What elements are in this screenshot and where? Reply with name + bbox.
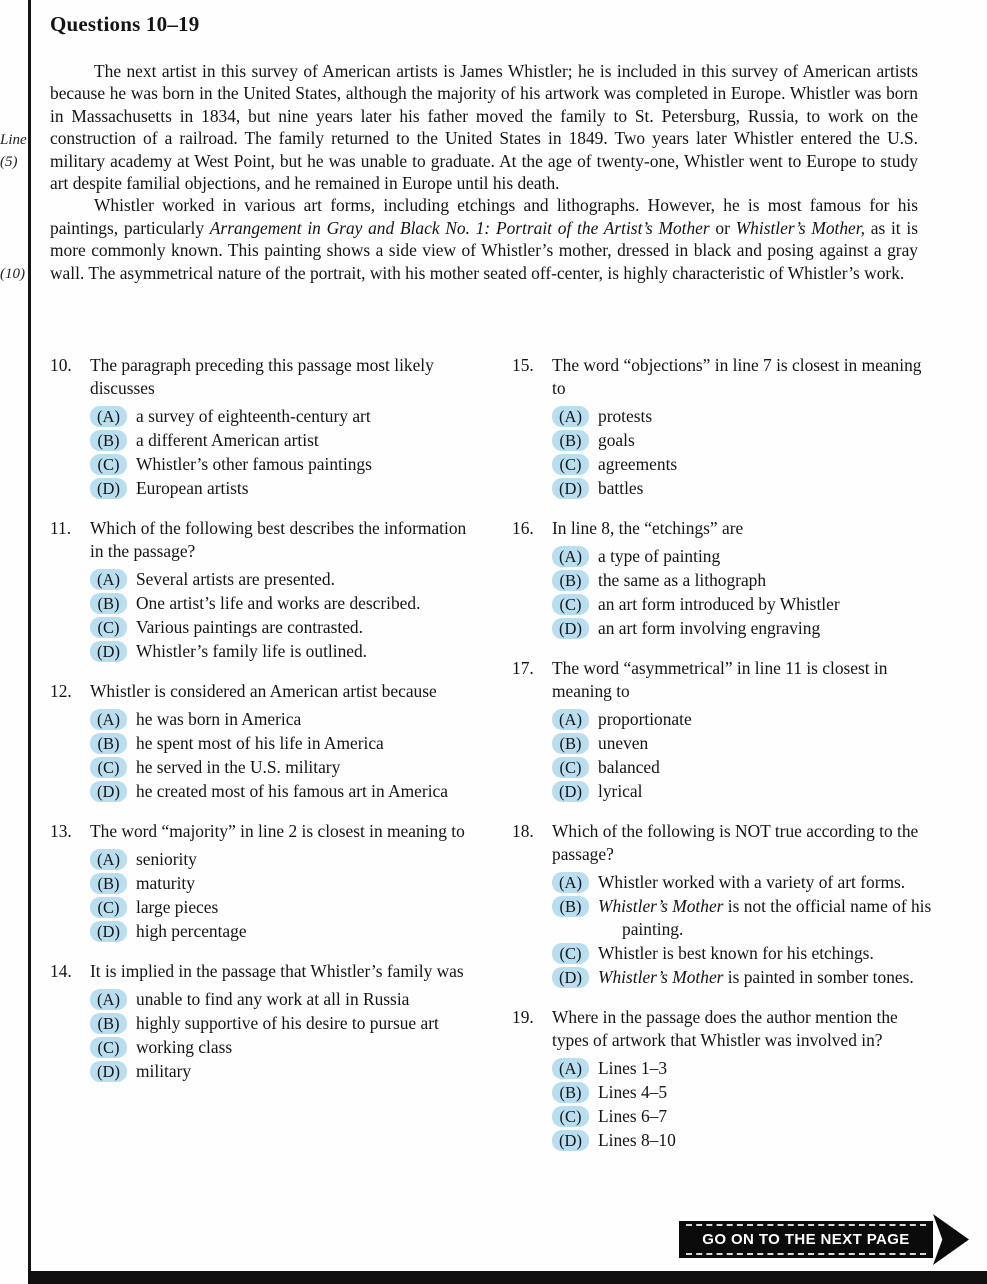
option-row[interactable] [552, 617, 932, 640]
question-options [512, 545, 932, 640]
question-options [512, 708, 932, 803]
option-letter[interactable]: (B) [90, 1013, 127, 1034]
margin-label-line: Line [0, 132, 27, 148]
option-text: a different American artist [136, 430, 319, 450]
question-number: 14. [50, 961, 72, 981]
next-page-banner[interactable] [679, 1221, 933, 1258]
option-text: Lines 4–5 [598, 1082, 668, 1102]
option-row[interactable] [90, 920, 470, 943]
option-text: highly supportive of his desire to pursue art [136, 1013, 439, 1033]
option-text: protests [598, 406, 653, 426]
question-options [50, 405, 470, 500]
option-row[interactable] [552, 756, 932, 779]
option-text: Various paintings are contrasted. [136, 617, 363, 637]
option-row[interactable] [90, 988, 470, 1011]
option-letter[interactable]: (C) [90, 757, 127, 778]
option-text: Lines 1–3 [598, 1058, 668, 1078]
option-letter[interactable]: (D) [90, 1061, 127, 1082]
option-text: the same as a lithograph [598, 570, 767, 590]
option-letter[interactable]: (B) [552, 570, 589, 591]
option-row[interactable] [552, 405, 932, 428]
question-text: Whistler is considered an American artist because [90, 681, 437, 701]
question-options [50, 848, 470, 943]
question [512, 354, 932, 500]
option-row[interactable] [90, 592, 470, 615]
question [50, 680, 470, 803]
question-text: It is implied in the passage that Whistler’s family was [90, 961, 464, 981]
option-row[interactable] [552, 593, 932, 616]
option-letter[interactable]: (B) [552, 1082, 589, 1103]
option-row[interactable] [90, 429, 470, 452]
option-letter[interactable]: (B) [552, 896, 589, 917]
question-text: Where in the passage does the author mention the types of artwork that Whistler was involved in? [552, 1007, 898, 1050]
option-row[interactable] [90, 1036, 470, 1059]
option-text: Whistler’s family life is outlined. [136, 641, 368, 661]
option-row[interactable] [552, 942, 932, 965]
margin-label-5: (5) [0, 154, 18, 170]
option-text: Whistler worked with a variety of art forms. [598, 872, 906, 892]
option-letter[interactable]: (A) [90, 849, 127, 870]
option-letter[interactable]: (D) [552, 478, 589, 499]
option-letter[interactable]: (C) [552, 594, 589, 615]
question [50, 960, 470, 1083]
option-letter[interactable]: (C) [552, 454, 589, 475]
option-letter[interactable]: (B) [552, 430, 589, 451]
option-row[interactable] [552, 429, 932, 452]
question-number: 18. [512, 821, 534, 841]
question [50, 354, 470, 500]
option-text: he was born in America [136, 709, 302, 729]
question-number: 10. [50, 355, 72, 375]
question-text: The paragraph preceding this passage most likely discusses [90, 355, 434, 398]
option-letter[interactable]: (A) [552, 546, 589, 567]
page-title: Questions 10–19 [50, 12, 200, 36]
option-row[interactable] [552, 966, 932, 989]
question-number: 12. [50, 681, 72, 701]
question-number: 19. [512, 1007, 534, 1027]
option-text: European artists [136, 478, 249, 498]
question [512, 517, 932, 640]
option-row[interactable] [90, 405, 470, 428]
option-text: he served in the U.S. military [136, 757, 341, 777]
page-edge-left [28, 0, 31, 1284]
question-options [512, 405, 932, 500]
question-text: Which of the following is NOT true according to the passage? [552, 821, 919, 864]
option-text: unable to find any work at all in Russia [136, 989, 410, 1009]
option-text: Whistler’s Mother is painted in somber tones. [598, 967, 914, 987]
option-letter[interactable]: (B) [90, 873, 127, 894]
option-text: he created most of his famous art in America [136, 781, 448, 801]
question-number: 15. [512, 355, 534, 375]
option-letter[interactable]: (A) [552, 406, 589, 427]
option-letter[interactable]: (C) [90, 1037, 127, 1058]
option-row[interactable] [90, 640, 470, 663]
option-row[interactable] [90, 1060, 470, 1083]
option-letter[interactable]: (C) [552, 943, 589, 964]
question-number: 13. [50, 821, 72, 841]
option-text: agreements [598, 454, 678, 474]
option-letter[interactable]: (A) [552, 1058, 589, 1079]
option-text: Whistler is best known for his etchings. [598, 943, 874, 963]
option-text: military [136, 1061, 192, 1081]
question-text: In line 8, the “etchings” are [552, 518, 744, 538]
option-row[interactable] [90, 756, 470, 779]
option-text: balanced [598, 757, 660, 777]
margin-label-10: (10) [0, 266, 25, 282]
passage-paragraph-1: The next artist in this survey of American artists is James Whistler; he is included in this survey of American artists because he was born in the United States, although the majority of his artwork was completed in Europe. Whistler was born in Massachusetts in 1834, but nine years later his father moved the family to St. Petersburg, Russia, to work on the construction of a railroad. The family returned to the United States in 1849. Two years later Whistler entered the U.S. military academy at West Point, but he was unable to graduate. At the age of twenty-one, Whistler went to Europe to study art despite familial objections, and he remained in Europe until his death. [50, 61, 918, 194]
question [512, 1006, 932, 1152]
option-letter[interactable]: (D) [552, 618, 589, 639]
option-row[interactable] [90, 477, 470, 500]
option-row[interactable] [90, 1012, 470, 1035]
option-row[interactable] [552, 732, 932, 755]
option-text: an art form involving engraving [598, 618, 821, 638]
option-letter[interactable]: (D) [552, 1130, 589, 1151]
option-text: Lines 8–10 [598, 1130, 676, 1150]
reading-passage [50, 60, 918, 284]
option-text: goals [598, 430, 635, 450]
option-letter[interactable]: (B) [552, 733, 589, 754]
question [50, 820, 470, 943]
option-row[interactable] [552, 569, 932, 592]
question-number: 11. [50, 518, 72, 538]
option-row[interactable] [90, 453, 470, 476]
option-letter[interactable]: (D) [552, 967, 589, 988]
questions-right-column [512, 354, 932, 1169]
question-options [50, 988, 470, 1083]
next-page-arrow-icon [933, 1214, 969, 1265]
option-letter[interactable]: (C) [90, 897, 127, 918]
option-row[interactable] [90, 568, 470, 591]
option-row[interactable] [552, 477, 932, 500]
option-text: battles [598, 478, 644, 498]
questions-section [50, 354, 932, 1169]
option-letter[interactable]: (A) [90, 709, 127, 730]
option-letter[interactable]: (A) [552, 709, 589, 730]
option-text: high percentage [136, 921, 247, 941]
option-letter[interactable]: (C) [90, 617, 127, 638]
option-text: Several artists are presented. [136, 569, 335, 589]
question-text: The word “majority” in line 2 is closest in meaning to [90, 821, 465, 841]
option-text: maturity [136, 873, 195, 893]
passage-paragraph-2: Whistler worked in various art forms, including etchings and lithographs. However, he is most famous for his paintings, particularly Arrangement in Gray and Black No. 1: Portrait of the Artist’s Mother or Whistler’s Mother, as it is more commonly known. This painting shows a side view of Whistler’s mother, dressed in black and posing against a gray wall. The asymmetrical nature of the portrait, with his mother seated off-center, is highly characteristic of Whistler’s work. [50, 195, 918, 283]
option-text: uneven [598, 733, 649, 753]
option-row[interactable] [552, 1057, 932, 1080]
option-row[interactable] [90, 708, 470, 731]
option-row[interactable] [552, 780, 932, 803]
questions-left-column [50, 354, 470, 1169]
option-text: a survey of eighteenth-century art [136, 406, 371, 426]
question-options [512, 1057, 932, 1152]
option-row[interactable] [552, 708, 932, 731]
option-row[interactable] [90, 780, 470, 803]
option-letter[interactable]: (D) [90, 641, 127, 662]
question [512, 657, 932, 803]
option-letter[interactable]: (B) [90, 593, 127, 614]
question-text: Which of the following best describes the information in the passage? [90, 518, 467, 561]
option-letter[interactable]: (A) [90, 569, 127, 590]
option-row[interactable] [552, 1105, 932, 1128]
option-text: he spent most of his life in America [136, 733, 384, 753]
option-letter[interactable]: (A) [90, 989, 127, 1010]
option-letter[interactable]: (B) [90, 430, 127, 451]
question-text: The word “asymmetrical” in line 11 is closest in meaning to [552, 658, 888, 701]
next-page-label: GO ON TO THE NEXT PAGE [686, 1224, 926, 1255]
option-row[interactable] [90, 872, 470, 895]
option-row[interactable] [552, 1081, 932, 1104]
option-text: seniority [136, 849, 197, 869]
option-text: an art form introduced by Whistler [598, 594, 840, 614]
option-letter[interactable]: (D) [90, 478, 127, 499]
option-row[interactable] [552, 871, 932, 894]
option-letter[interactable]: (C) [552, 757, 589, 778]
question-number: 17. [512, 658, 534, 678]
page-edge-bottom [28, 1271, 987, 1284]
question-options [512, 871, 932, 989]
option-letter[interactable]: (B) [90, 733, 127, 754]
option-text: Whistler’s other famous paintings [136, 454, 372, 474]
option-row[interactable] [552, 453, 932, 476]
option-row[interactable] [552, 895, 932, 941]
option-text: Lines 6–7 [598, 1106, 668, 1126]
option-letter[interactable]: (C) [90, 454, 127, 475]
option-letter[interactable]: (A) [90, 406, 127, 427]
question-options [50, 568, 470, 663]
option-letter[interactable]: (C) [552, 1106, 589, 1127]
option-row[interactable] [552, 1129, 932, 1152]
question-options [50, 708, 470, 803]
question-text: The word “objections” in line 7 is closest in meaning to [552, 355, 922, 398]
option-text: Whistler’s Mother is not the official name of his painting. [598, 896, 932, 939]
option-text: proportionate [598, 709, 692, 729]
option-letter[interactable]: (D) [90, 781, 127, 802]
option-text: One artist’s life and works are described. [136, 593, 421, 613]
option-letter[interactable]: (A) [552, 872, 589, 893]
option-letter[interactable]: (D) [552, 781, 589, 802]
option-row[interactable] [90, 732, 470, 755]
option-row[interactable] [552, 545, 932, 568]
option-letter[interactable]: (D) [90, 921, 127, 942]
option-row[interactable] [90, 848, 470, 871]
option-text: large pieces [136, 897, 219, 917]
option-text: a type of painting [598, 546, 721, 566]
question [50, 517, 470, 663]
question [512, 820, 932, 989]
option-text: working class [136, 1037, 233, 1057]
option-row[interactable] [90, 616, 470, 639]
question-number: 16. [512, 518, 534, 538]
option-row[interactable] [90, 896, 470, 919]
option-text: lyrical [598, 781, 643, 801]
